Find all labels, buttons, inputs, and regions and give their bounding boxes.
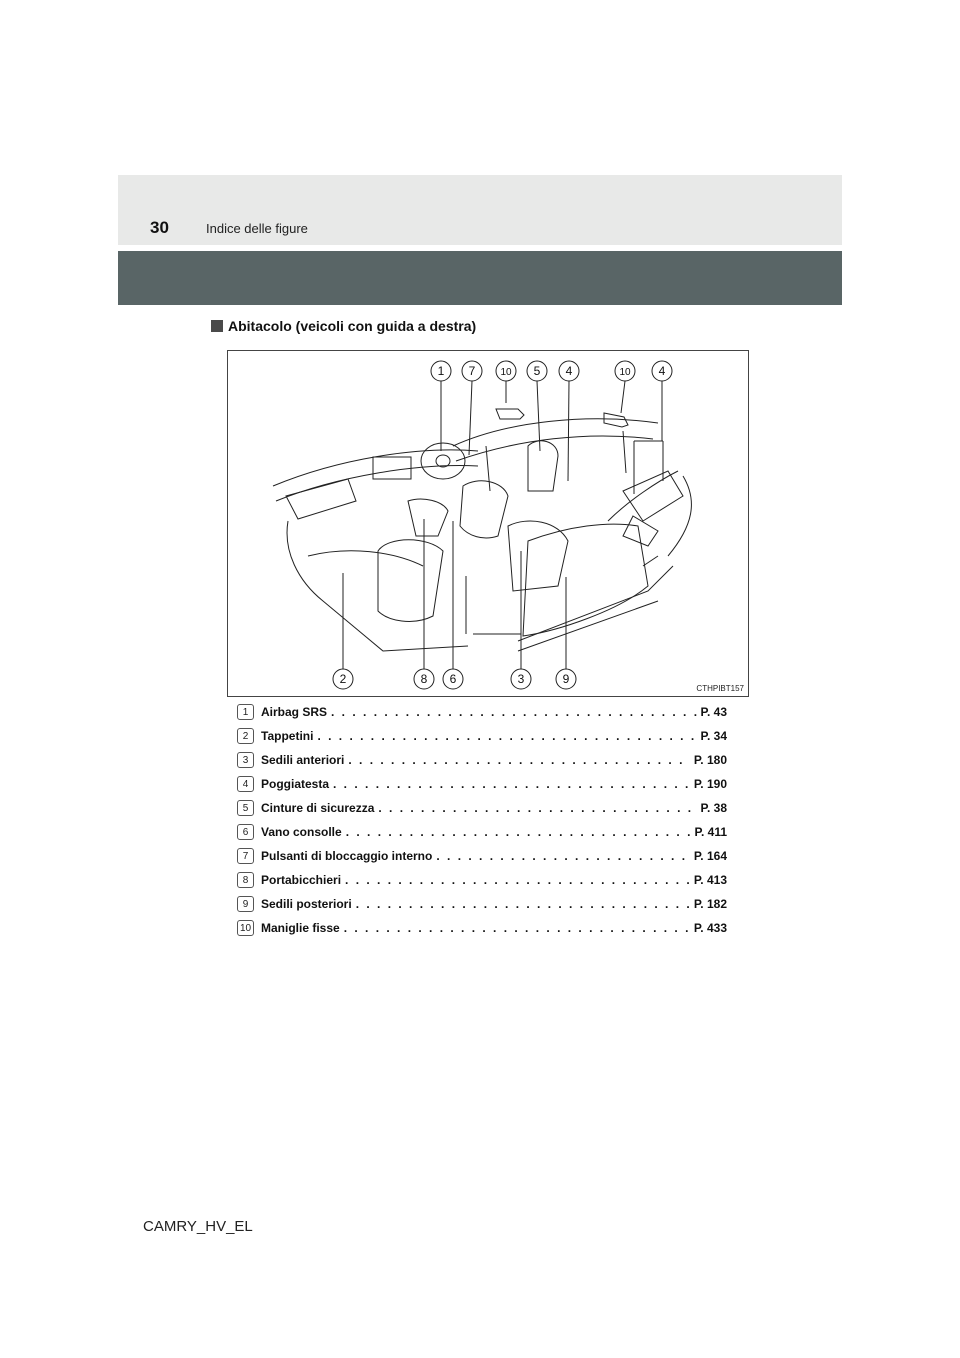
legend-label: Poggiatesta [261, 777, 330, 791]
header-bar [118, 251, 842, 305]
legend-list [237, 700, 727, 940]
legend-number: 2 [237, 728, 254, 744]
legend-page-ref[interactable]: P. 164 [693, 849, 727, 863]
legend-item[interactable] [237, 844, 727, 868]
leader-dots [436, 849, 689, 863]
legend-number: 10 [237, 920, 254, 936]
leader-dots [344, 921, 690, 935]
legend-label: Vano consolle [261, 825, 342, 839]
legend-page-ref[interactable]: P. 34 [700, 729, 727, 743]
callout-top: 1 [437, 364, 445, 378]
callout-top: 5 [533, 364, 541, 378]
callout-top: 4 [658, 364, 666, 378]
legend-number: 4 [237, 776, 254, 792]
legend-item[interactable] [237, 820, 727, 844]
callout-bottom: 9 [562, 672, 570, 686]
legend-number: 6 [237, 824, 254, 840]
header-title: Indice delle figure [206, 221, 308, 236]
legend-item[interactable] [237, 916, 727, 940]
callout-bottom: 8 [420, 672, 428, 686]
legend-item[interactable] [237, 700, 727, 724]
leader-dots [333, 777, 690, 791]
legend-label: Airbag SRS [261, 705, 328, 719]
legend-item[interactable] [237, 772, 727, 796]
legend-number: 7 [237, 848, 254, 864]
legend-item[interactable] [237, 748, 727, 772]
legend-page-ref[interactable]: P. 411 [694, 825, 727, 839]
leader-dots [356, 897, 690, 911]
legend-item[interactable] [237, 868, 727, 892]
leader-dots [331, 705, 697, 719]
legend-page-ref[interactable]: P. 413 [693, 873, 727, 887]
legend-label: Tappetini [261, 729, 314, 743]
legend-page-ref[interactable]: P. 182 [693, 897, 727, 911]
leader-dots [345, 873, 690, 887]
leader-dots [317, 729, 696, 743]
legend-number: 3 [237, 752, 254, 768]
section-heading [211, 318, 476, 334]
callout-bottom: 2 [339, 672, 347, 686]
page-number: 30 [150, 218, 169, 237]
callout-top: 10 [619, 367, 631, 378]
legend-page-ref[interactable]: P. 43 [700, 705, 727, 719]
legend-item[interactable] [237, 796, 727, 820]
legend-label: Maniglie fisse [261, 921, 340, 935]
legend-page-ref[interactable]: P. 433 [693, 921, 727, 935]
section-heading-text: Abitacolo (veicoli con guida a destra) [228, 318, 477, 334]
legend-number: 9 [237, 896, 254, 912]
leader-dots [348, 753, 689, 767]
leader-dots [378, 801, 696, 815]
callout-top: 7 [468, 364, 476, 378]
legend-item[interactable] [237, 724, 727, 748]
legend-label: Cinture di sicurezza [261, 801, 375, 815]
legend-label: Sedili anteriori [261, 753, 345, 767]
leader-dots [346, 825, 691, 839]
interior-figure [227, 350, 749, 697]
figure-code: CTHPIBT157 [696, 684, 744, 693]
legend-item[interactable] [237, 892, 727, 916]
legend-label: Sedili posteriori [261, 897, 352, 911]
legend-number: 5 [237, 800, 254, 816]
legend-page-ref[interactable]: P. 180 [693, 753, 727, 767]
legend-label: Portabicchieri [261, 873, 342, 887]
legend-number: 1 [237, 704, 254, 720]
callout-bottom: 6 [449, 672, 457, 686]
callout-top: 10 [500, 367, 512, 378]
legend-label: Pulsanti di bloccaggio interno [261, 849, 433, 863]
callout-top: 4 [565, 364, 573, 378]
footer-code: CAMRY_HV_EL [143, 1218, 253, 1235]
legend-number: 8 [237, 872, 254, 888]
callout-bottom: 3 [517, 672, 525, 686]
section-square-icon [211, 320, 223, 332]
interior-illustration [228, 351, 750, 698]
legend-page-ref[interactable]: P. 190 [693, 777, 727, 791]
legend-page-ref[interactable]: P. 38 [700, 801, 727, 815]
